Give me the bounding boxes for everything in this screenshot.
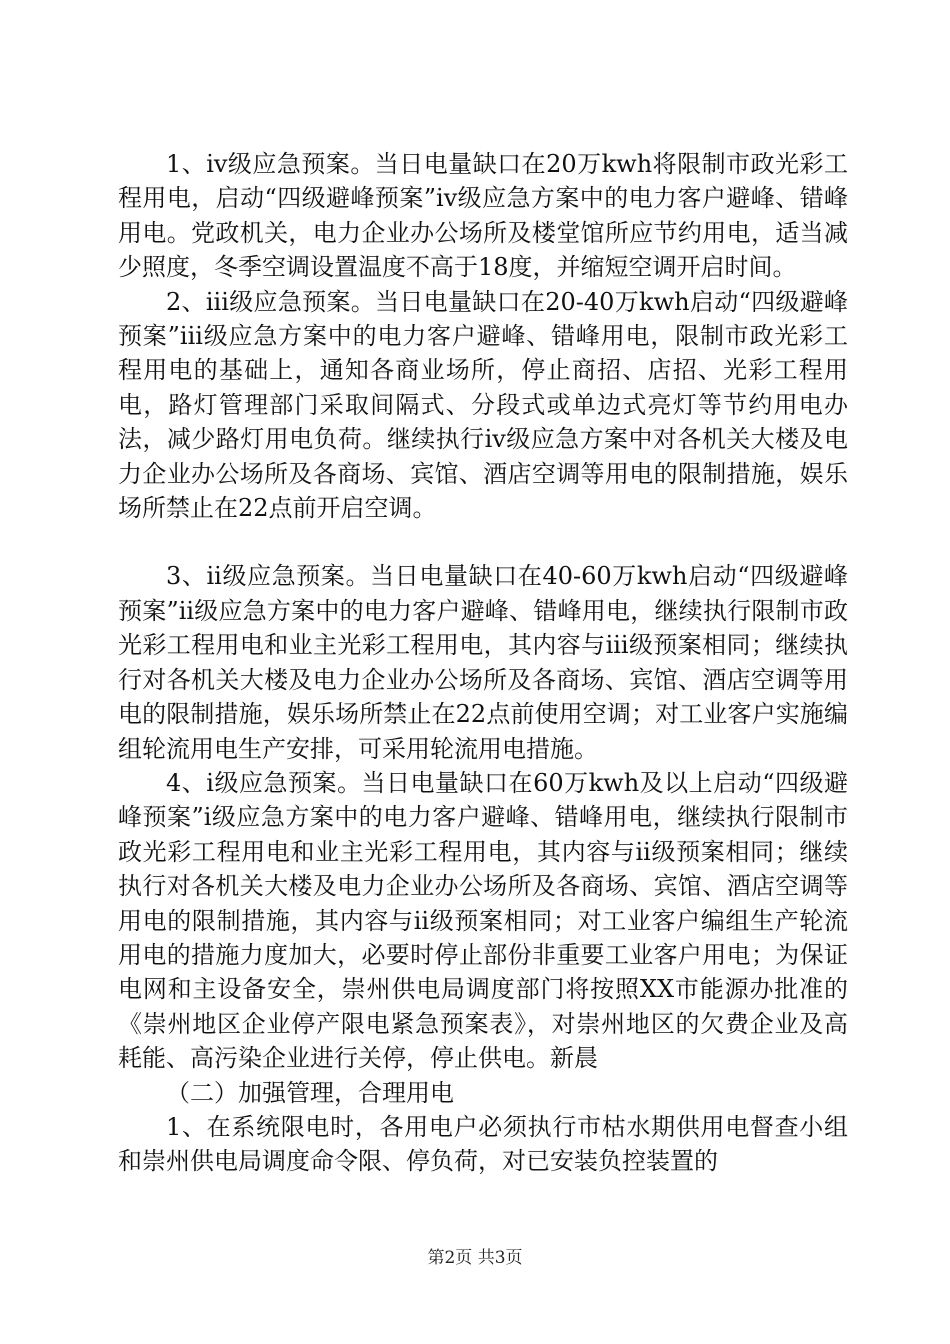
paragraph-level-iii: 2、iii级应急预案。当日电量缺口在20-40万kwh启动“四级避峰预案”iii级应急方案中的电力客户避峰、错峰用电，限制市政光彩工程用电的基础上，通知各商业场所，停止商招、店招、光彩工程用电，路灯管理部门采取间隔式、分段式或单边式亮灯等节约用电办法，减少路灯用电负荷。继续执行iv级应急方案中对各机关大楼及电力企业办公场所及各商场、宾馆、酒店空调等用电的限制措施，娱乐场所禁止在22点前开启空调。 — [118, 287, 848, 523]
paragraph-level-i: 4、i级应急预案。当日电量缺口在60万kwh及以上启动“四级避峰预案”i级应急方案中的电力客户避峰、错峰用电，继续执行限制市政光彩工程用电和业主光彩工程用电，其内容与ii级预案相同；继续执行对各机关大楼及电力企业办公场所及各商场、宾馆、酒店空调等用电的限制措施，其内容与ii级预案相同；对工业客户编组生产轮流用电的措施力度加大，必要时停止部份非重要工业客户用电；为保证电网和主设备安全，崇州供电局调度部门将按照XX市能源办批准的《崇州地区企业停产限电紧急预案表》，对崇州地区的欠费企业及高耗能、高污染企业进行关停，停止供电。新晨 — [118, 768, 848, 1073]
paragraph-level-iv: 1、iv级应急预案。当日电量缺口在20万kwh将限制市政光彩工程用电，启动“四级避峰预案”iv级应急方案中的电力客户避峰、错峰用电。党政机关，电力企业办公场所及楼堂馆所应节约用电，适当减少照度，冬季空调设置温度不高于18度，并缩短空调开启时间。 — [118, 150, 848, 282]
paragraph-management-1: 1、在系统限电时，各用电户必须执行市枯水期供用电督查小组和崇州供电局调度命令限、停负荷，对已安装负控装置的 — [118, 1112, 848, 1176]
page-number-footer: 第2页 共3页 — [427, 1248, 523, 1268]
document-body — [118, 147, 848, 1179]
section-heading: （二）加强管理，合理用电 — [166, 1078, 454, 1107]
paragraph-level-ii: 3、ii级应急预案。当日电量缺口在40-60万kwh启动“四级避峰预案”ii级应急方案中的电力客户避峰、错峰用电，继续执行限制市政光彩工程用电和业主光彩工程用电，其内容与iii级预案相同；继续执行对各机关大楼及电力企业办公场所及各商场、宾馆、酒店空调等用电的限制措施，娱乐场所禁止在22点前使用空调；对工业客户实施编组轮流用电生产安排，可采用轮流用电措施。 — [118, 562, 848, 763]
